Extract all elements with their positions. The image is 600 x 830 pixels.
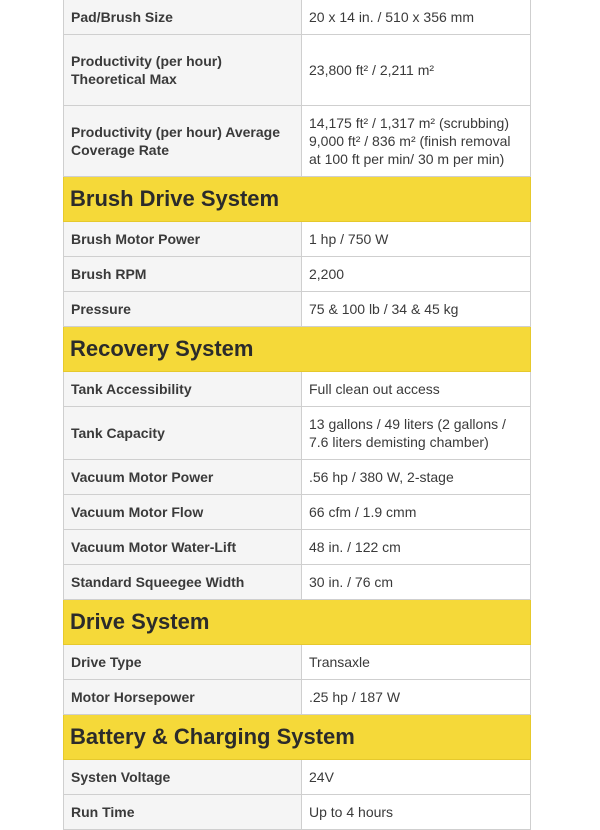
spec-value: 13 gallons / 49 liters (2 gallons / 7.6 liters demisting chamber): [302, 407, 531, 460]
spec-value: 48 in. / 122 cm: [302, 530, 531, 565]
spec-label: Vacuum Motor Flow: [64, 495, 302, 530]
spec-value: 2,200: [302, 257, 531, 292]
spec-value: 75 & 100 lb / 34 & 45 kg: [302, 292, 531, 327]
spec-row: [64, 35, 531, 106]
spec-label: Pressure: [64, 292, 302, 327]
spec-row: [64, 257, 531, 292]
spec-value: 23,800 ft² / 2,211 m²: [302, 35, 531, 106]
spec-row: [64, 460, 531, 495]
spec-row: [64, 645, 531, 680]
section-header-battery: [64, 715, 531, 760]
spec-row: [64, 495, 531, 530]
section-header-drive: [64, 600, 531, 645]
spec-value: 66 cfm / 1.9 cmm: [302, 495, 531, 530]
spec-row: [64, 222, 531, 257]
spec-row: [64, 106, 531, 177]
spec-label: Brush Motor Power: [64, 222, 302, 257]
section-title: Drive System: [64, 600, 531, 645]
spec-value: Full clean out access: [302, 372, 531, 407]
spec-value: 30 in. / 76 cm: [302, 565, 531, 600]
spec-value: Transaxle: [302, 645, 531, 680]
spec-label: Vacuum Motor Power: [64, 460, 302, 495]
spec-table: [63, 0, 531, 830]
spec-label: Productivity (per hour) Theoretical Max: [64, 35, 302, 106]
spec-label: Motor Horsepower: [64, 680, 302, 715]
spec-label: Tank Accessibility: [64, 372, 302, 407]
spec-value: .56 hp / 380 W, 2-stage: [302, 460, 531, 495]
spec-row: [64, 372, 531, 407]
spec-value: 20 x 14 in. / 510 x 356 mm: [302, 0, 531, 35]
spec-row: [64, 530, 531, 565]
spec-label: Drive Type: [64, 645, 302, 680]
spec-label: Vacuum Motor Water-Lift: [64, 530, 302, 565]
spec-value: 14,175 ft² / 1,317 m² (scrubbing) 9,000 ft² / 836 m² (finish removal at 100 ft per min/ 30 m per min): [302, 106, 531, 177]
spec-value: .25 hp / 187 W: [302, 680, 531, 715]
section-header-recovery: [64, 327, 531, 372]
spec-label: Tank Capacity: [64, 407, 302, 460]
spec-value: 24V: [302, 760, 531, 795]
spec-value: Up to 4 hours: [302, 795, 531, 830]
spec-label: Productivity (per hour) Average Coverage Rate: [64, 106, 302, 177]
spec-row: [64, 0, 531, 35]
spec-label: Systen Voltage: [64, 760, 302, 795]
spec-label: Run Time: [64, 795, 302, 830]
spec-row: [64, 760, 531, 795]
spec-value: 1 hp / 750 W: [302, 222, 531, 257]
spec-label: Pad/Brush Size: [64, 0, 302, 35]
spec-row: [64, 292, 531, 327]
spec-label: Standard Squeegee Width: [64, 565, 302, 600]
spec-row: [64, 565, 531, 600]
spec-row: [64, 407, 531, 460]
section-title: Brush Drive System: [64, 177, 531, 222]
section-title: Battery & Charging System: [64, 715, 531, 760]
spec-row: [64, 680, 531, 715]
section-header-brush-drive: [64, 177, 531, 222]
section-title: Recovery System: [64, 327, 531, 372]
spec-label: Brush RPM: [64, 257, 302, 292]
